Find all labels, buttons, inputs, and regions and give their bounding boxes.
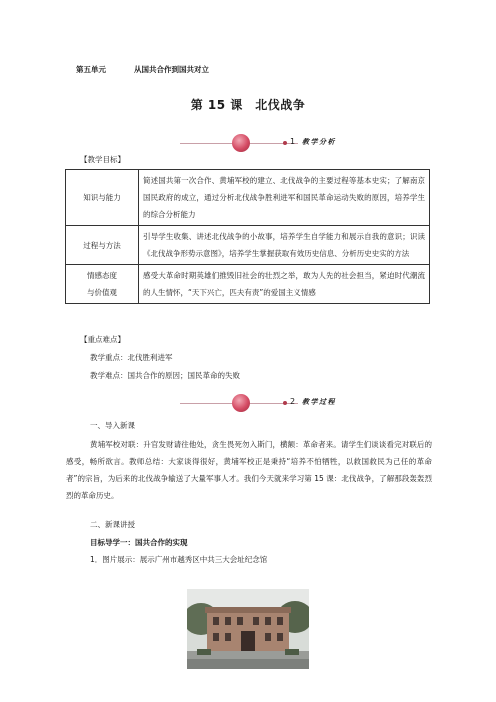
new-lesson-heading: 二、新课讲授 bbox=[90, 520, 135, 529]
goals-table bbox=[65, 169, 430, 304]
goals-heading: 【教学目标】 bbox=[80, 155, 125, 164]
section-dot-icon bbox=[283, 141, 287, 145]
lesson-title: 第 15 课 北伐战争 bbox=[190, 98, 306, 112]
section-analysis-bar bbox=[180, 134, 340, 154]
section-process-bar bbox=[180, 394, 340, 414]
table-row bbox=[66, 265, 430, 304]
goal-value: 简述国共第一次合作、黄埔军校的建立、北伐战争的主要过程等基本史实；了解南京国民政府的成立，通过分析北伐战争胜利进军和国民革命运动失败的原因，培养学生的综合分析能力 bbox=[139, 170, 430, 226]
section-title: 教学过程 bbox=[302, 397, 336, 406]
goal-key-line2: 与价值观 bbox=[87, 288, 117, 297]
goal-key bbox=[66, 265, 139, 304]
memorial-hall-photo bbox=[187, 589, 309, 669]
table-row bbox=[66, 170, 430, 226]
section-dot-icon bbox=[283, 401, 287, 405]
item-1: 1．图片展示：展示广州市越秀区中共三大会址纪念馆 bbox=[90, 555, 268, 564]
goal-key: 过程与方法 bbox=[66, 226, 139, 265]
unit-title: 从国共合作到国共对立 bbox=[134, 65, 209, 74]
intro-heading: 一、导入新课 bbox=[90, 421, 135, 430]
section-number: 2 bbox=[290, 397, 296, 406]
section-title: 教学分析 bbox=[302, 137, 336, 146]
goal-value: 引导学生收集、讲述北伐战争的小故事，培养学生自学能力和展示自我的意识；识读《北伐战争形势示意图》，培养学生掌握获取有效历史信息、分析历史史实的方法 bbox=[139, 226, 430, 265]
teaching-difficulty: 教学难点：国共合作的原因；国民革命的失败 bbox=[90, 371, 240, 380]
table-row bbox=[66, 226, 430, 265]
goal-key: 知识与能力 bbox=[66, 170, 139, 226]
goal-key-line1: 情感态度 bbox=[87, 271, 117, 280]
building-photo-icon bbox=[187, 589, 309, 669]
section-badge-icon bbox=[232, 394, 250, 412]
guide-heading: 目标导学一：国共合作的实现 bbox=[90, 538, 188, 547]
unit-label: 第五单元 bbox=[76, 65, 106, 74]
section-number: 1 bbox=[290, 137, 296, 146]
goal-value: 感受大革命时期英雄们推毁旧社会的壮烈之举，敢为人先的社会担当，紧迫时代潮流的人生情怀，“天下兴亡，匹夫有责”的爱国主义情感 bbox=[139, 265, 430, 304]
intro-text: 黄埔军校对联：升官发财请往他处，贪生畏死勿入斯门，横额：革命者来。请学生们谈谈看完对联后的感受，畅所欲言。教师总结：大家谈得很好，黄埔军校正是秉持“培养不怕牺牲，以救国救民为己任的革命者”的宗旨，为后来的北伐战争输送了大量军事人才。我们今天就来学习第 15 课：北伐战争，了解那段轰轰烈烈的革命历史。 bbox=[66, 440, 432, 500]
teaching-focus: 教学重点：北伐胜利进军 bbox=[90, 353, 173, 362]
keypoints-heading: 【重点难点】 bbox=[80, 335, 125, 344]
section-badge-icon bbox=[232, 134, 250, 152]
